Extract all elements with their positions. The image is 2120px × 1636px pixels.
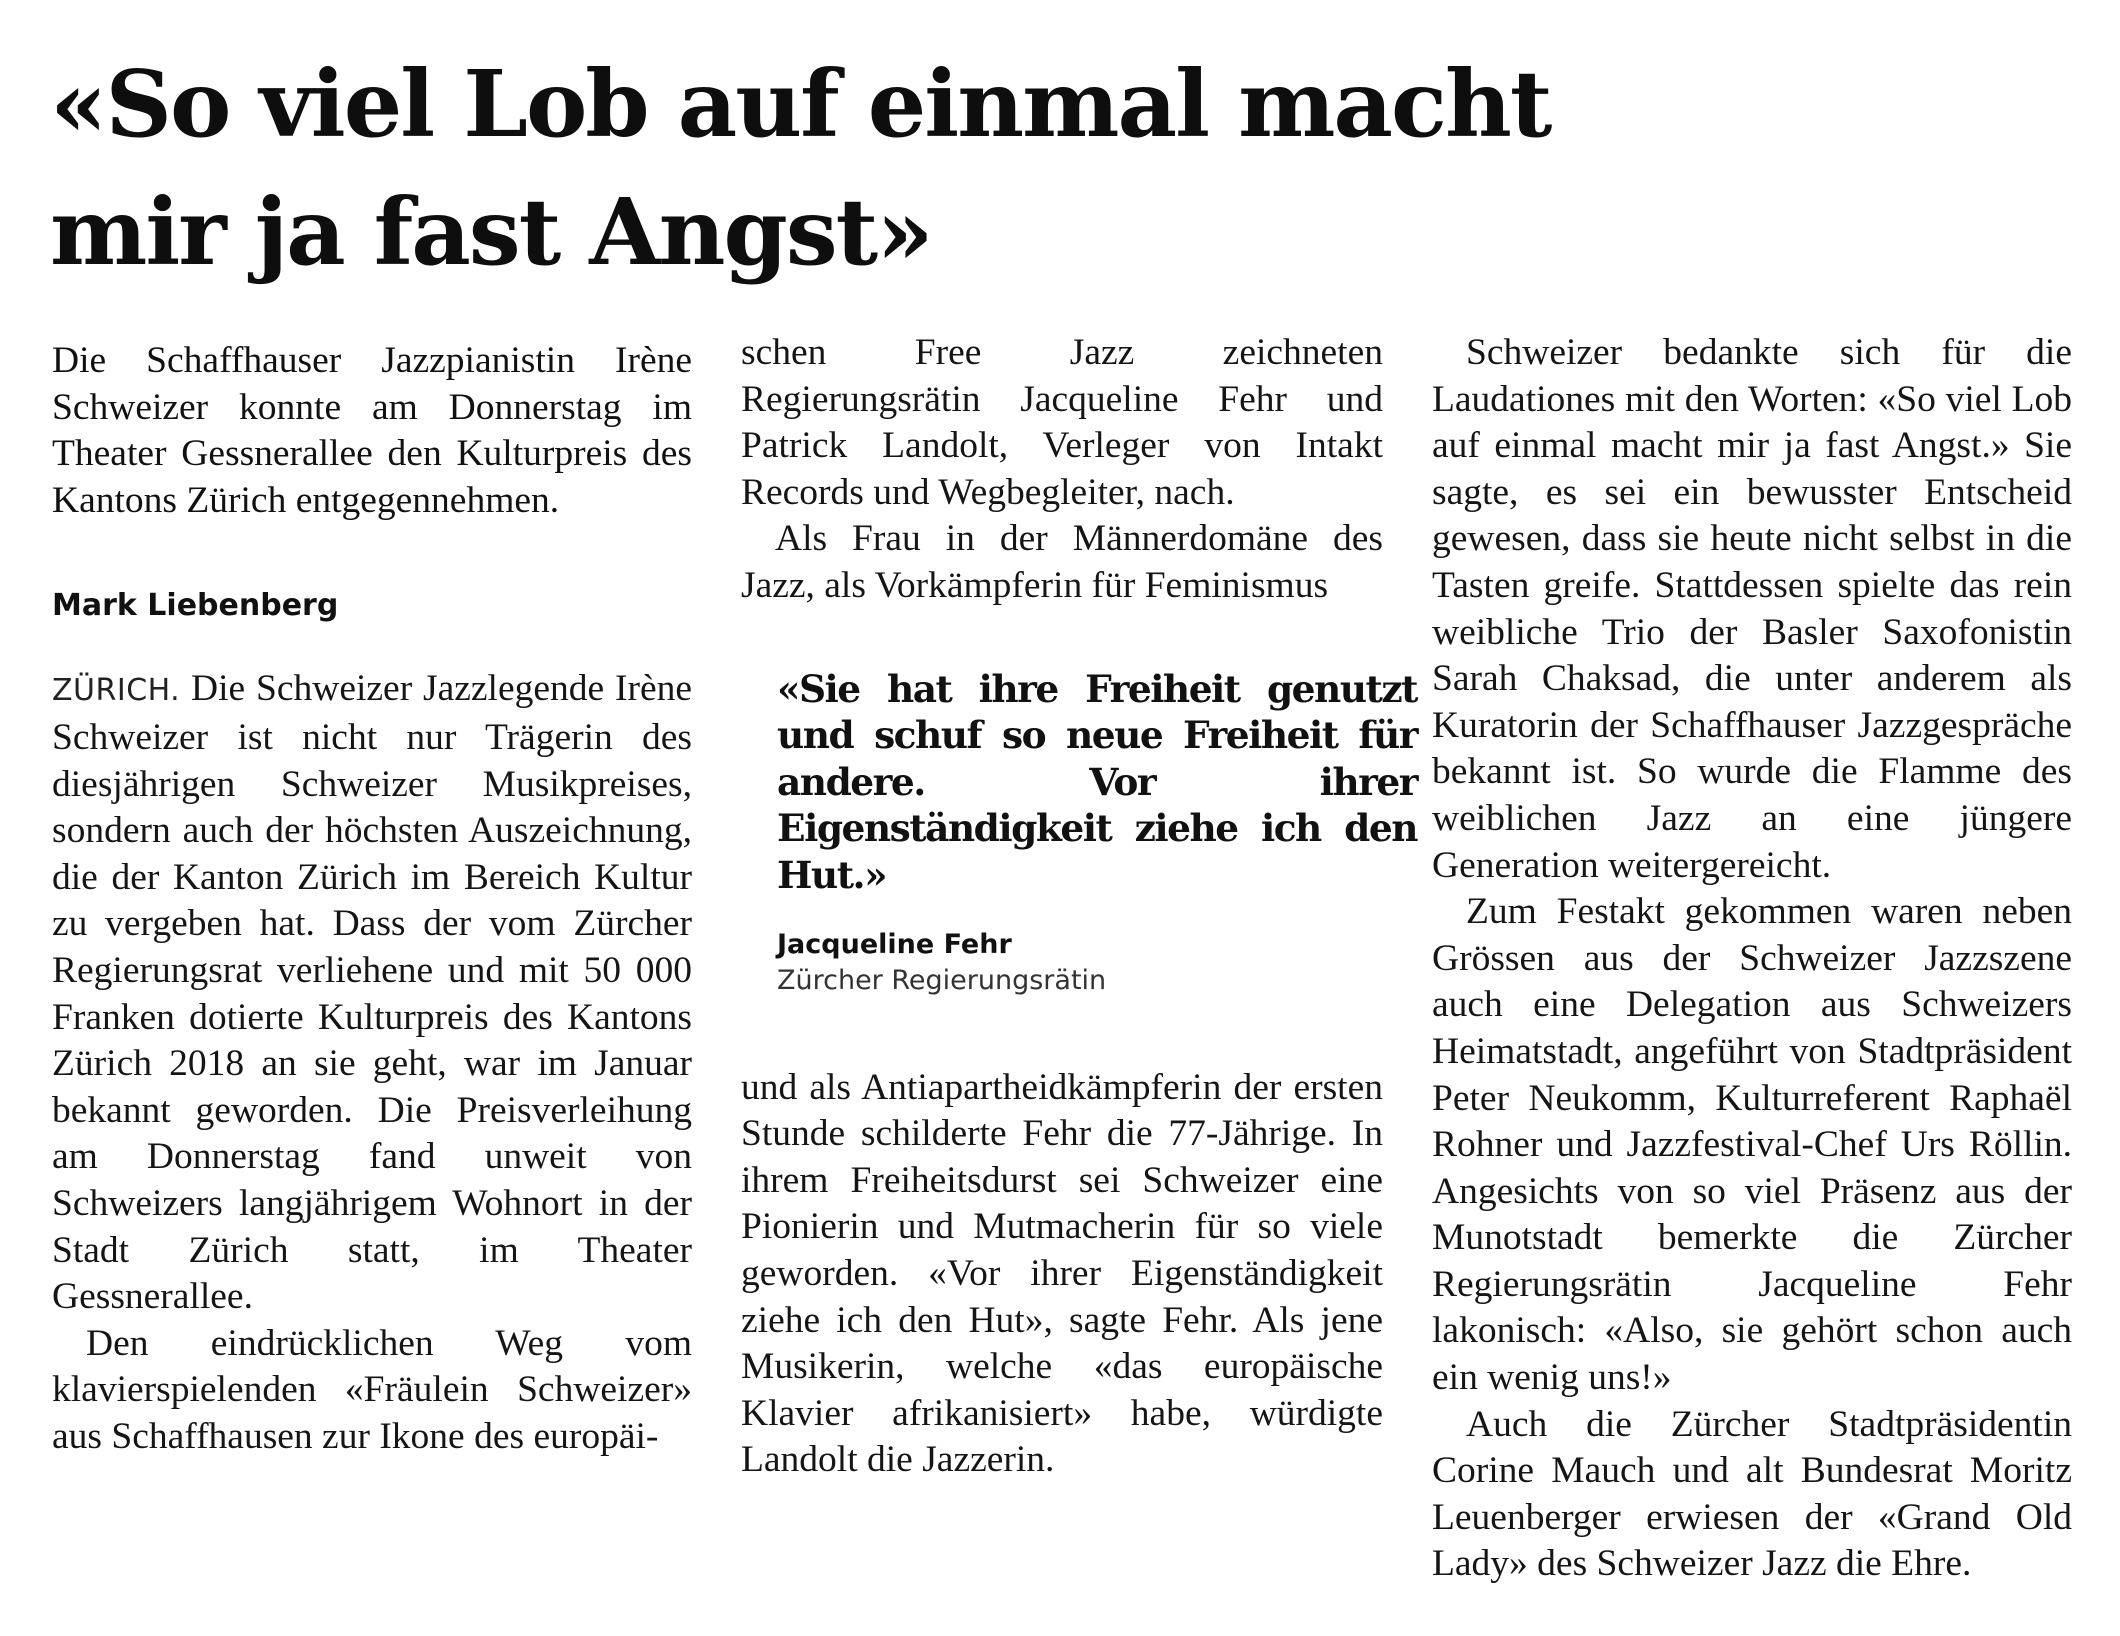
body-paragraph: Schweizer bedankte sich für die Laudationes mit den Worten: «So viel Lob auf einmal macht mir ja fast Angst.» Sie sagte, es sei ein bewusster Entscheid gewesen, dass sie heute nicht selbst in die Tasten greife. Stattdessen spielte das rein weibliche Trio der Basler Saxofonistin Sarah Chaksad, die unter anderem als Kuratorin der Schaffhauser Jazzgespräche bekannt ist. So wurde die Flamme des weiblichen Jazz an eine jüngere Generation weitergereicht. <box>1432 332 2072 886</box>
body-paragraph: und als Antiapartheidkämpferin der ersten Stunde schilderte Fehr die 77-Jährige. In ihrem Freiheitsdurst sei Schweizer eine Pionierin und Mutmacherin für so viele geworden. «Vor ihrer Eigenständigkeit ziehe ich den Hut», sagte Fehr. Als jene Musikerin, welche «das europäische Klavier afrikanisiert» habe, würdigte Landolt die Jazzerin. <box>741 1066 1383 1481</box>
lead-paragraph: Die Schaffhauser Jazzpianistin Irène Schweizer konnte am Donnerstag im Theater Gessnerallee den Kulturpreis des Kantons Zürich entgegennehmen. <box>52 340 692 521</box>
column-3 <box>1432 330 2072 1588</box>
body-paragraph: Als Frau in der Männerdomäne des Jazz, als Vorkämpferin für Feminismus <box>741 518 1383 606</box>
dateline: ZÜRICH. <box>52 673 181 709</box>
byline: Mark Liebenberg <box>52 588 339 624</box>
body-paragraph: Den eindrücklichen Weg vom klavierspielenden «Fräulein Schweizer» aus Schaffhausen zur Ikone des europäi- <box>52 1322 692 1457</box>
headline: «So viel Lob auf einmal macht mir ja fast Angst» <box>50 50 1551 286</box>
body-paragraph: schen Free Jazz zeichneten Regierungsrätin Jacqueline Fehr und Patrick Landolt, Verleger von Intakt Records und Wegbegleiter, nach. <box>741 332 1383 513</box>
column-2 <box>741 330 1417 1484</box>
body-paragraph: Auch die Zürcher Stadtpräsidentin Corine Mauch und alt Bundesrat Moritz Leuenberger erwiesen der «Grand Old Lady» des Schweizer Jazz die Ehre. <box>1432 1403 2072 1585</box>
pull-quote-text: «Sie hat ihre Freiheit genutzt und schuf so neue Freiheit für andere. Vor ihrer Eigenständigkeit ziehe ich den Hut.» <box>777 666 1417 897</box>
body-paragraph <box>52 666 692 1320</box>
pull-quote-role: Zürcher Regierungsrätin <box>777 964 1107 996</box>
body-text: Die Schweizer Jazzlegende Irène Schweizer ist nicht nur Trägerin des diesjährigen Schweizer Musikpreises, sondern auch der höchsten Auszeichnung, die der Kanton Zürich im Bereich Kultur zu vergeben hat. Dass der vom Zürcher Regierungsrat verliehene und mit 50 000 Franken dotierte Kulturpreis des Kantons Zürich 2018 an sie geht, war im Januar bekannt geworden. Die Preisverleihung am Donnerstag fand unweit von Schweizers langjährigem Wohnort in der Stadt Zürich statt, im Theater Gessnerallee. <box>52 668 692 1318</box>
pull-quote <box>777 666 1417 999</box>
pull-quote-author: Jacqueline Fehr <box>777 928 1012 960</box>
column-1 <box>52 330 692 1460</box>
body-paragraph: Zum Festakt gekommen waren neben Grössen aus der Schweizer Jazzszene auch eine Delegation aus Schweizers Heimatstadt, angeführt von Stadtpräsident Peter Neukomm, Kulturreferent Raphaël Rohner und Jazzfestival-Chef Urs Röllin. Angesichts von so viel Präsenz aus der Munotstadt bemerkte die Zürcher Regierungsrätin Jacqueline Fehr lakonisch: «Also, sie gehört schon auch ein wenig uns!» <box>1432 891 2072 1399</box>
